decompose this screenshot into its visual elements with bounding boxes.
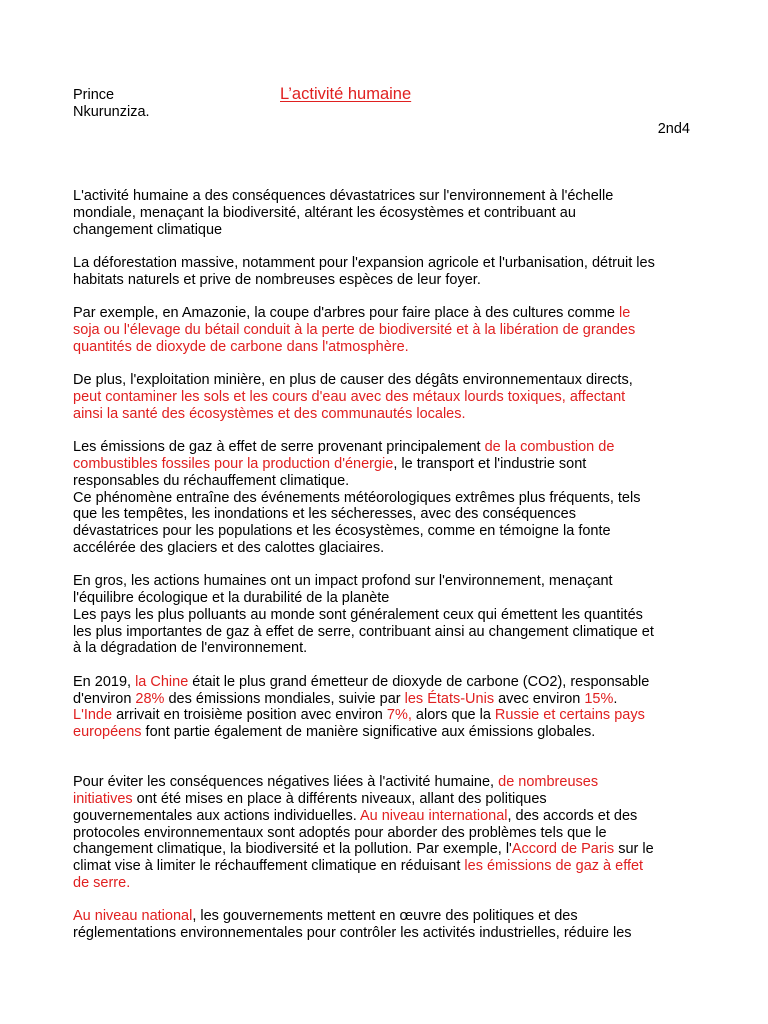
body-text: mondiale, menaçant la biodiversité, altérant les écosystèmes et contribuant au xyxy=(73,204,576,221)
text-line xyxy=(73,372,698,389)
body-text: , le transport et l'industrie sont xyxy=(393,456,587,472)
highlighted-text: soja ou l'élevage du bétail conduit à la perte de biodiversité et à la libération de grandes xyxy=(73,322,636,338)
body-text: habitats naturels et prive de nombreuses espèces de leur foyer. xyxy=(73,271,481,288)
text-line xyxy=(73,875,698,892)
body-text: changement climatique, la biodiversité et la pollution. Par exemple, l' xyxy=(73,841,512,858)
body-text: Les pays les plus polluants au monde sont généralement ceux qui émettent les quantités xyxy=(73,606,643,623)
text-line xyxy=(73,473,698,490)
body-text: que les tempêtes, les inondations et les sécheresses, avec des conséquences xyxy=(73,506,576,523)
text-line xyxy=(73,841,698,858)
body-text: avec environ xyxy=(494,690,585,707)
document-title: L’activité humaine xyxy=(280,85,412,103)
highlighted-text: de serre. xyxy=(73,874,131,891)
text-line xyxy=(73,506,698,523)
highlighted-text: L'Inde xyxy=(73,707,113,724)
body-text: d'environ xyxy=(73,690,136,707)
highlighted-text: les États-Unis xyxy=(404,690,495,707)
highlighted-text: le xyxy=(619,305,631,322)
body-text: De plus, l'exploitation minière, en plus de causer des dégâts environnementaux directs, xyxy=(73,372,633,389)
text-line xyxy=(73,339,698,356)
text-line xyxy=(73,707,698,724)
body-text: à la dégradation de l'environnement. xyxy=(73,640,308,657)
paragraph xyxy=(73,573,698,657)
highlighted-text: combustibles fossiles pour la production d'énergie xyxy=(73,456,394,472)
body-text: En 2019, xyxy=(73,673,136,690)
text-line xyxy=(73,540,698,557)
highlighted-text: de nombreuses xyxy=(498,774,599,791)
paragraph xyxy=(73,305,698,355)
text-line xyxy=(73,858,698,875)
highlighted-text: les émissions de gaz à effet xyxy=(464,858,644,874)
body-text: . xyxy=(613,690,618,707)
author-last-name: Nkurunziza. xyxy=(73,104,150,120)
text-line xyxy=(73,674,698,691)
highlighted-text: quantités de dioxyde de carbone dans l'atmosphère. xyxy=(73,338,409,355)
highlighted-text: européens xyxy=(73,724,142,740)
text-line xyxy=(73,640,698,657)
paragraph xyxy=(73,774,698,891)
body-text: protocoles environnementaux sont adoptés pour aborder des problèmes tels que le xyxy=(73,824,607,841)
text-line xyxy=(73,456,698,473)
author-first-name: Prince xyxy=(73,87,115,103)
text-line xyxy=(73,205,698,222)
body-text: arrivait en troisième position avec environ xyxy=(112,707,387,724)
body-text: des émissions mondiales, suivie par xyxy=(164,690,405,707)
highlighted-text: la Chine xyxy=(135,673,189,690)
paragraph xyxy=(73,439,698,556)
text-line xyxy=(73,908,698,925)
highlighted-text: de la combustion de xyxy=(484,439,615,456)
text-line xyxy=(73,724,698,741)
paragraph xyxy=(73,372,698,422)
body-text: Par exemple, en Amazonie, la coupe d'arbres pour faire place à des cultures comme xyxy=(73,305,620,322)
body-text: changement climatique xyxy=(73,221,223,238)
text-line xyxy=(73,439,698,456)
text-line xyxy=(73,691,698,708)
text-line xyxy=(73,389,698,406)
text-line xyxy=(73,825,698,842)
highlighted-text: Au niveau national xyxy=(73,908,193,925)
body-text: L'activité humaine a des conséquences dévastatrices sur l'environnement à l'échelle xyxy=(73,188,614,204)
text-line xyxy=(73,490,698,507)
body-text: , les gouvernements mettent en œuvre des politiques et des xyxy=(192,908,578,925)
text-line xyxy=(73,272,698,289)
text-line xyxy=(73,624,698,641)
text-line xyxy=(73,607,698,624)
text-line xyxy=(73,791,698,808)
body-text: , des accords et des xyxy=(507,807,638,824)
highlighted-text: peut contaminer les sols et les cours d'eau avec des métaux lourds toxiques, affectant xyxy=(73,389,626,405)
body-text: Pour éviter les conséquences négatives liées à l'activité humaine, xyxy=(73,774,499,791)
body-text: l'équilibre écologique et la durabilité de la planète xyxy=(73,590,390,606)
body-text: La déforestation massive, notamment pour l'expansion agricole et l'urbanisation, détruit les xyxy=(73,255,655,271)
body-text: climat vise à limiter le réchauffement climatique en réduisant xyxy=(73,858,465,874)
body-text: font partie également de manière significative aux émissions globales. xyxy=(141,724,596,740)
paragraph xyxy=(73,908,698,942)
highlighted-text: 15% xyxy=(584,690,614,707)
text-line xyxy=(73,774,698,791)
body-text: alors que la xyxy=(411,707,495,724)
author-name xyxy=(73,87,150,121)
highlighted-text: initiatives xyxy=(73,791,133,807)
text-line xyxy=(73,188,698,205)
paragraph xyxy=(73,255,698,289)
body-text: responsables du réchauffement climatique. xyxy=(73,472,350,489)
body-text: était le plus grand émetteur de dioxyde de carbone (CO2), responsable xyxy=(188,673,650,690)
body-text: ont été mises en place à différents niveaux, allant des politiques xyxy=(132,791,547,807)
text-line xyxy=(73,255,698,272)
body-text: réglementations environnementales pour contrôler les activités industrielles, réduire les xyxy=(73,925,632,941)
paragraph xyxy=(73,188,698,238)
text-line xyxy=(73,322,698,339)
text-line xyxy=(73,406,698,423)
body-text: les plus importantes de gaz à effet de serre, contribuant ainsi au changement climatique et xyxy=(73,623,654,640)
body-text: Les émissions de gaz à effet de serre provenant principalement xyxy=(73,439,485,456)
highlighted-text: Russie et certains pays xyxy=(494,707,645,724)
body-text: dévastatrices pour les populations et les écosystèmes, comme en témoigne la fonte xyxy=(73,523,611,539)
body-text: gouvernementales aux actions individuelles. xyxy=(73,807,360,824)
text-line xyxy=(73,305,698,322)
body-text: accélérée des glaciers et des calottes glaciaires. xyxy=(73,539,385,556)
highlighted-text: 7%, xyxy=(386,707,412,724)
document-body xyxy=(73,188,698,942)
class-label: 2nd4 xyxy=(657,121,690,137)
highlighted-text: Au niveau international xyxy=(359,807,508,824)
highlighted-text: Accord de Paris xyxy=(511,841,615,858)
body-text: sur le xyxy=(614,841,654,858)
body-text: En gros, les actions humaines ont un impact profond sur l'environnement, menaçant xyxy=(73,573,613,590)
text-line xyxy=(73,573,698,590)
paragraph xyxy=(73,674,698,741)
highlighted-text: 28% xyxy=(135,690,165,707)
body-text: Ce phénomène entraîne des événements météorologiques extrêmes plus fréquents, tels xyxy=(73,489,641,506)
highlighted-text: ainsi la santé des écosystèmes et des communautés locales. xyxy=(73,405,466,422)
text-line xyxy=(73,808,698,825)
text-line xyxy=(73,925,698,942)
text-line xyxy=(73,523,698,540)
text-line xyxy=(73,590,698,607)
text-line xyxy=(73,222,698,239)
